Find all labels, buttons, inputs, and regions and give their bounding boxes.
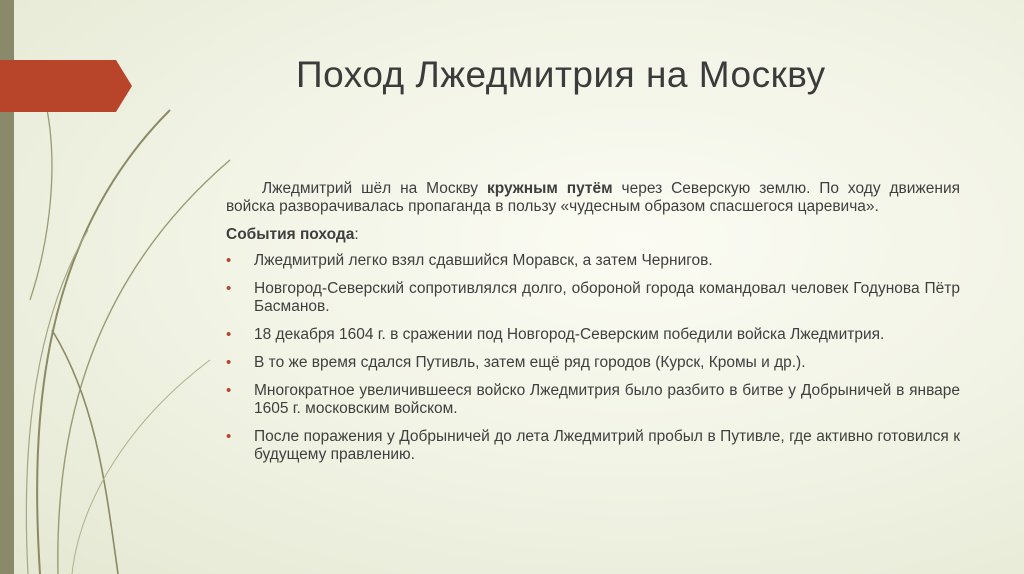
list-item xyxy=(226,280,960,316)
intro-text-after: через Северскую землю. По ходу движения войска разворачивалась пропаганда в пользу «чудесным образом спасшегося царевича». xyxy=(226,180,961,215)
list-item xyxy=(226,326,960,344)
bullet-icon: • xyxy=(226,326,232,343)
bullet-icon: • xyxy=(226,280,232,297)
list-item-text: Лжедмитрий легко взял сдавшийся Моравск, а затем Чернигов. xyxy=(254,252,713,269)
slide-content xyxy=(226,180,960,474)
list-item-text: После поражения у Добрыничей до лета Лжедмитрий пробыл в Путивле, где активно готовился к будущему правлению. xyxy=(254,428,960,463)
list-item xyxy=(226,382,960,418)
curve-line-2 xyxy=(58,160,230,574)
list-item xyxy=(226,252,960,270)
events-heading-label: События похода xyxy=(226,226,355,243)
title-arrow-shape xyxy=(0,60,132,112)
list-item-text: В то же время сдался Путивль, затем ещё ряд городов (Курск, Кромы и др.). xyxy=(254,354,806,371)
events-heading xyxy=(226,226,960,244)
list-item-text: 18 декабря 1604 г. в сражении под Новгород-Северским победили войска Лжедмитрия. xyxy=(254,326,885,343)
curve-line-5 xyxy=(72,360,210,574)
events-heading-colon: : xyxy=(354,226,359,243)
bullet-icon: • xyxy=(226,382,232,399)
list-item xyxy=(226,354,960,372)
curve-line-6 xyxy=(30,96,52,300)
bullet-icon: • xyxy=(226,354,232,371)
decorative-curves-graphic xyxy=(0,0,240,574)
curve-line-4 xyxy=(52,330,118,574)
intro-bold-phrase: кружным путём xyxy=(486,180,613,197)
list-item-text: Новгород-Северский сопротивлялся долго, обороной города командовал человек Годунова Пётр Басманов. xyxy=(254,280,960,315)
bullet-icon: • xyxy=(226,428,232,445)
bullet-icon: • xyxy=(226,252,232,269)
list-item-text: Многократное увеличившееся войско Лжедмитрия было разбито в битве у Добрыничей в январе 1605 г. московским войском. xyxy=(254,382,960,417)
list-item xyxy=(226,428,960,464)
slide-title: Поход Лжедмитрия на Москву xyxy=(296,54,826,95)
intro-text-before: Лжедмитрий шёл на Москву xyxy=(262,180,487,197)
events-list xyxy=(226,252,960,464)
intro-paragraph xyxy=(226,180,960,216)
curve-line-1 xyxy=(37,110,170,574)
